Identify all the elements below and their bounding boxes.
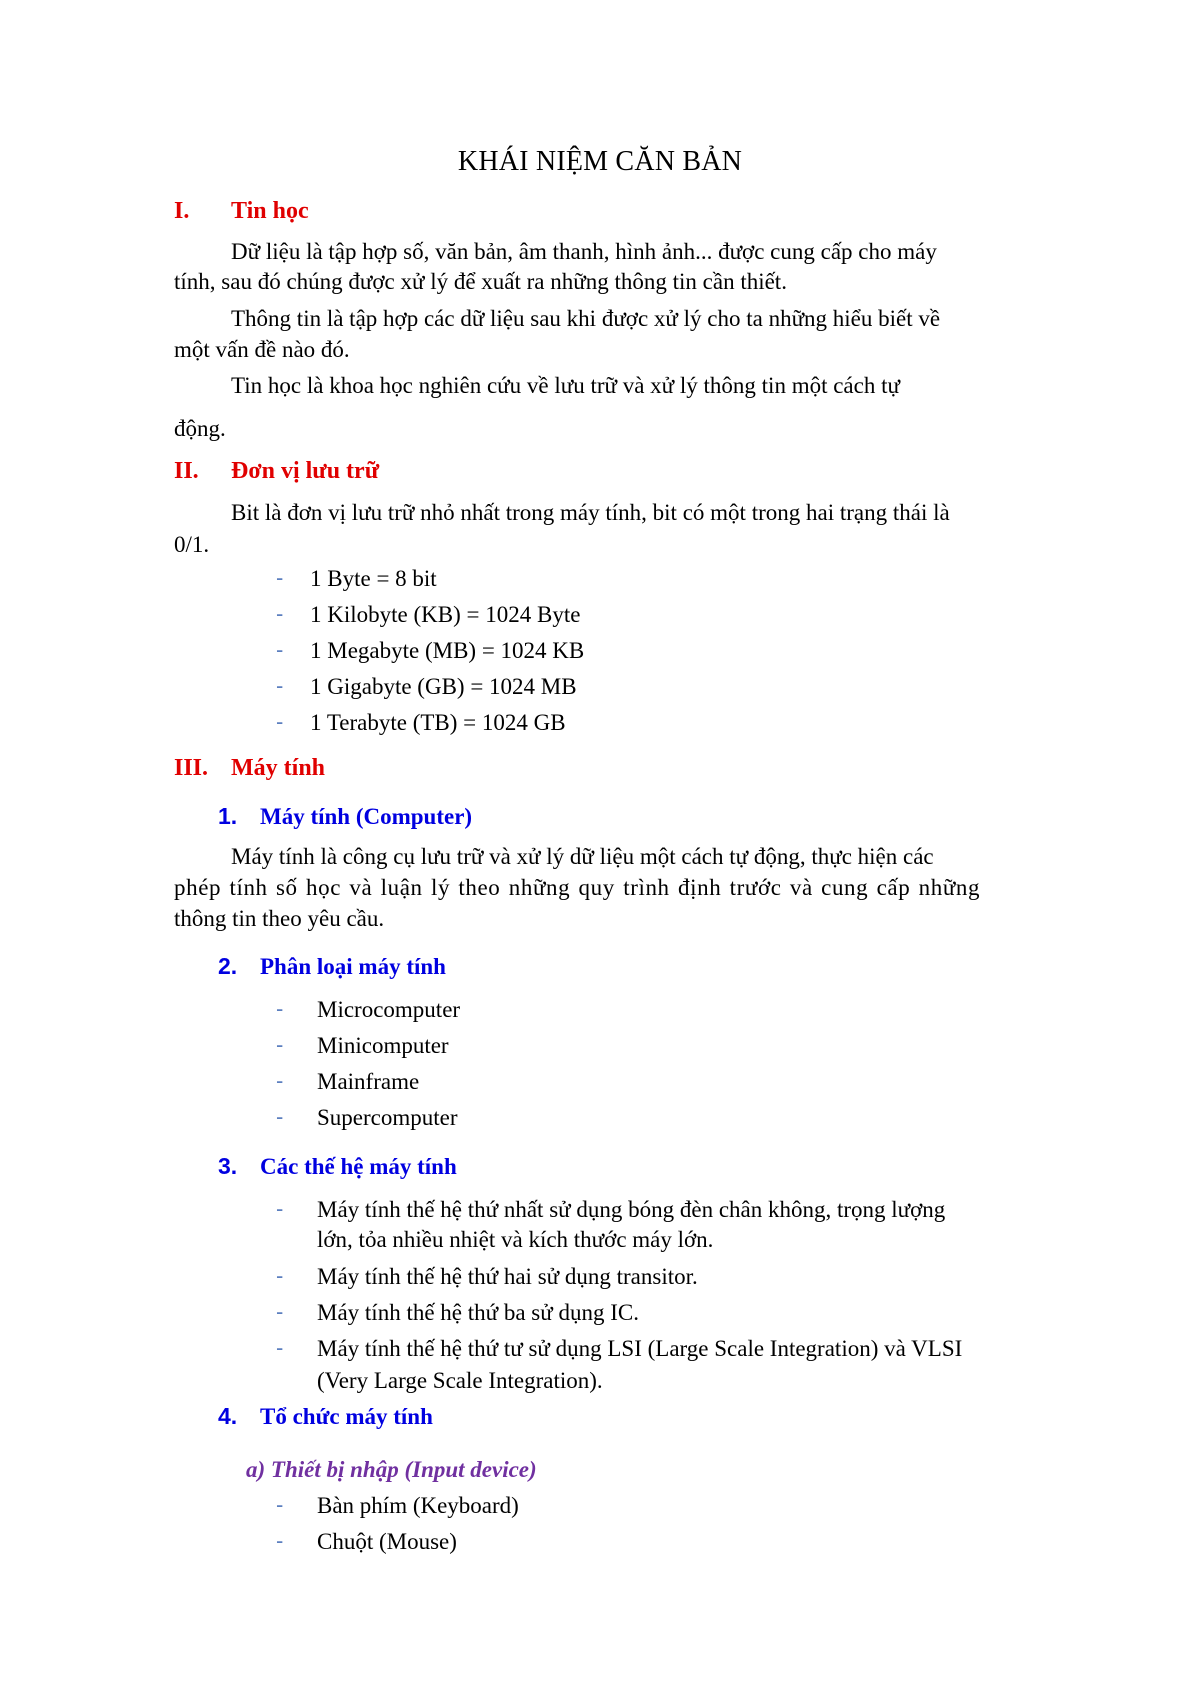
- list-bullet: -: [276, 601, 284, 626]
- list-item: 1 Byte = 8 bit: [310, 566, 437, 591]
- section-1-p1-line1: Dữ liệu là tập hợp số, văn bản, âm thanh, hình ảnh... được cung cấp cho máy: [231, 239, 937, 264]
- list-item: Máy tính thế hệ thứ ba sử dụng IC.: [317, 1300, 639, 1325]
- section-1-p3-line2: động.: [174, 416, 226, 441]
- subsection-4-heading: Tổ chức máy tính: [260, 1404, 433, 1429]
- list-item-line1: Máy tính thế hệ thứ tư sử dụng LSI (Large Scale Integration) và VLSI: [317, 1336, 963, 1361]
- section-2-number: II.: [174, 458, 199, 484]
- section-3-heading: Máy tính: [231, 755, 326, 781]
- section-1-p3-line1: Tin học là khoa học nghiên cứu về lưu trữ và xử lý thông tin một cách tự: [231, 373, 900, 398]
- subsection-1-line3: thông tin theo yêu cầu.: [174, 906, 385, 931]
- subsection-1-line2: [174, 876, 1054, 899]
- subsection-1-heading: Máy tính (Computer): [260, 804, 473, 829]
- list-item-line1: Máy tính thế hệ thứ nhất sử dụng bóng đèn chân không, trọng lượng: [317, 1197, 946, 1222]
- list-item: Mainframe: [317, 1069, 420, 1094]
- list-bullet: -: [276, 1068, 284, 1093]
- list-item: Bàn phím (Keyboard): [317, 1493, 519, 1518]
- list-item-line2: (Very Large Scale Integration).: [317, 1368, 603, 1393]
- list-item: 1 Kilobyte (KB) = 1024 Byte: [310, 602, 581, 627]
- list-bullet: -: [276, 1299, 284, 1324]
- list-bullet: -: [276, 709, 284, 734]
- list-bullet: -: [276, 1492, 284, 1517]
- list-bullet: -: [276, 565, 284, 590]
- list-item: Chuột (Mouse): [317, 1529, 457, 1554]
- list-bullet: -: [276, 1263, 284, 1288]
- list-bullet: -: [276, 996, 284, 1021]
- list-bullet: -: [276, 1196, 284, 1221]
- list-bullet: -: [276, 1335, 284, 1360]
- list-bullet: -: [276, 1032, 284, 1057]
- section-1-p2-line2: một vấn đề nào đó.: [174, 337, 350, 362]
- subsection-3-heading: Các thế hệ máy tính: [260, 1154, 457, 1179]
- list-item: 1 Megabyte (MB) = 1024 KB: [310, 638, 585, 663]
- section-1-p2-line1: Thông tin là tập hợp các dữ liệu sau khi được xử lý cho ta những hiểu biết về: [231, 306, 941, 331]
- subsection-3-number: 3.: [218, 1153, 238, 1179]
- subsection-1-line1: Máy tính là công cụ lưu trữ và xử lý dữ liệu một cách tự động, thực hiện các: [231, 844, 934, 869]
- subsection-4a-heading: a) Thiết bị nhập (Input device): [246, 1457, 537, 1482]
- list-item: Máy tính thế hệ thứ hai sử dụng transitor.: [317, 1264, 698, 1289]
- list-bullet: -: [276, 637, 284, 662]
- section-3-number: III.: [174, 755, 209, 781]
- list-item: Microcomputer: [317, 997, 461, 1022]
- section-2-p1-line1: Bit là đơn vị lưu trữ nhỏ nhất trong máy tính, bit có một trong hai trạng thái là: [231, 500, 950, 525]
- list-item: Minicomputer: [317, 1033, 449, 1058]
- list-item: 1 Terabyte (TB) = 1024 GB: [310, 710, 566, 735]
- section-1-number: I.: [174, 198, 190, 224]
- subsection-1-number: 1.: [218, 803, 238, 829]
- list-bullet: -: [276, 673, 284, 698]
- section-2-p1-line2: 0/1.: [174, 532, 210, 557]
- list-item: 1 Gigabyte (GB) = 1024 MB: [310, 674, 577, 699]
- section-1-heading: Tin học: [231, 198, 309, 224]
- subsection-4-number: 4.: [218, 1403, 238, 1429]
- list-bullet: -: [276, 1528, 284, 1553]
- subsection-2-heading: Phân loại máy tính: [260, 954, 446, 979]
- section-1-p1-line2: tính, sau đó chúng được xử lý để xuất ra những thông tin cần thiết.: [174, 269, 787, 294]
- subsection-1-line2-text: phép tính số học và luận lý theo những quy trình định trước và cung cấp những: [174, 875, 981, 900]
- subsection-2-number: 2.: [218, 953, 238, 979]
- list-item: Supercomputer: [317, 1105, 458, 1130]
- page-title: KHÁI NIỆM CĂN BẢN: [457, 146, 743, 177]
- list-item-line2: lớn, tỏa nhiều nhiệt và kích thước máy lớn.: [317, 1227, 714, 1252]
- section-2-heading: Đơn vị lưu trữ: [231, 458, 380, 484]
- list-bullet: -: [276, 1104, 284, 1129]
